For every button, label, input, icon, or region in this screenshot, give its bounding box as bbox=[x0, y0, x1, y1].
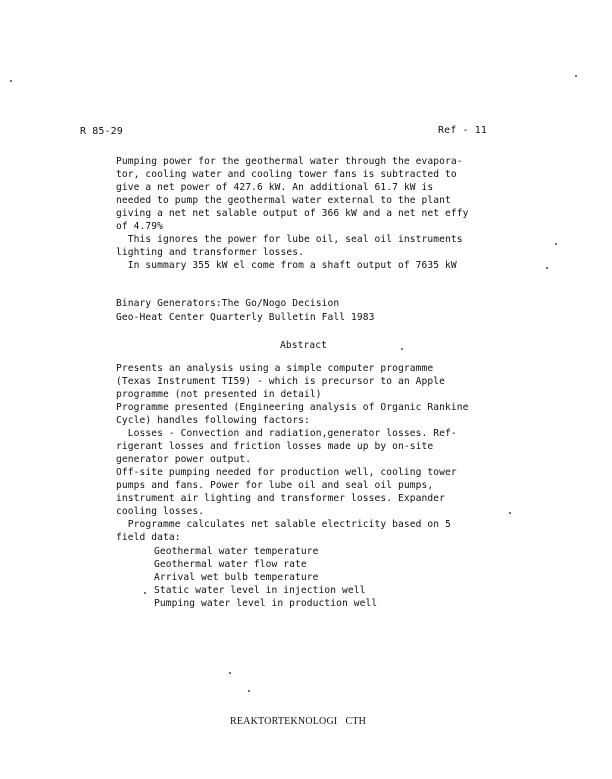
text-line: This ignores the power for lube oil, seal oil instruments bbox=[116, 234, 463, 245]
text-line: of 4.79% bbox=[116, 221, 164, 232]
list-item: Static water level in injection well bbox=[154, 585, 366, 596]
text-line: Programme calculates net salable electricity based on 5 bbox=[116, 519, 451, 530]
scan-speck bbox=[555, 243, 557, 245]
text-line: tor, cooling water and cooling tower fans is subtracted to bbox=[116, 169, 457, 180]
list-item: Geothermal water flow rate bbox=[154, 559, 307, 570]
text-line: Pumping power for the geothermal water through the evapora- bbox=[116, 156, 463, 167]
text-line: (Texas Instrument TI59) - which is precursor to an Apple bbox=[116, 376, 446, 387]
list-item: Arrival wet bulb temperature bbox=[154, 572, 319, 583]
text-line: giving a net net salable output of 366 kW and a net net effy bbox=[116, 208, 469, 219]
reference-number: Ref - 11 bbox=[438, 125, 487, 136]
document-id: R 85-29 bbox=[80, 126, 123, 137]
text-line: Off-site pumping needed for production well, cooling tower bbox=[116, 467, 457, 478]
abstract-heading: Abstract bbox=[280, 340, 328, 351]
text-line: Cycle) handles following factors: bbox=[116, 415, 310, 426]
text-line: Presents an analysis using a simple computer programme bbox=[116, 363, 434, 374]
scan-speck bbox=[546, 267, 548, 269]
scan-speck bbox=[401, 348, 403, 350]
text-line: give a net power of 427.6 kW. An additional 61.7 kW is bbox=[116, 182, 434, 193]
text-line: needed to pump the geothermal water external to the plant bbox=[116, 195, 451, 206]
footer-text: REAKTORTEKNOLOGI CTH bbox=[230, 716, 367, 727]
text-line: cooling losses. bbox=[116, 506, 205, 517]
citation-title: Binary Generators:The Go/Nogo Decision bbox=[116, 298, 340, 309]
text-line: Losses - Convection and radiation,generator losses. Ref- bbox=[116, 428, 457, 439]
text-line: lighting and transformer losses. bbox=[116, 247, 305, 258]
text-line: pumps and fans. Power for lube oil and seal oil pumps, bbox=[116, 480, 434, 491]
text-line: field data: bbox=[116, 532, 181, 543]
text-line: programme (not presented in detail) bbox=[116, 389, 322, 400]
text-line: rigerant losses and friction losses made up by on-site bbox=[116, 441, 434, 452]
text-line: Programme presented (Engineering analysis of Organic Rankine bbox=[116, 402, 469, 413]
text-line: generator power output. bbox=[116, 454, 252, 465]
scan-speck bbox=[10, 80, 12, 82]
scan-speck bbox=[144, 592, 146, 594]
list-item: Pumping water level in production well bbox=[154, 598, 378, 609]
scan-speck bbox=[509, 512, 511, 514]
scan-speck bbox=[229, 672, 231, 674]
scan-speck bbox=[248, 690, 250, 692]
citation-source: Geo-Heat Center Quarterly Bulletin Fall 1983 bbox=[116, 312, 375, 323]
scan-speck bbox=[575, 75, 577, 77]
text-line: instrument air lighting and transformer losses. Expander bbox=[116, 493, 446, 504]
list-item: Geothermal water temperature bbox=[154, 546, 319, 557]
text-line: In summary 355 kW el come from a shaft output of 7635 kW bbox=[116, 260, 457, 271]
